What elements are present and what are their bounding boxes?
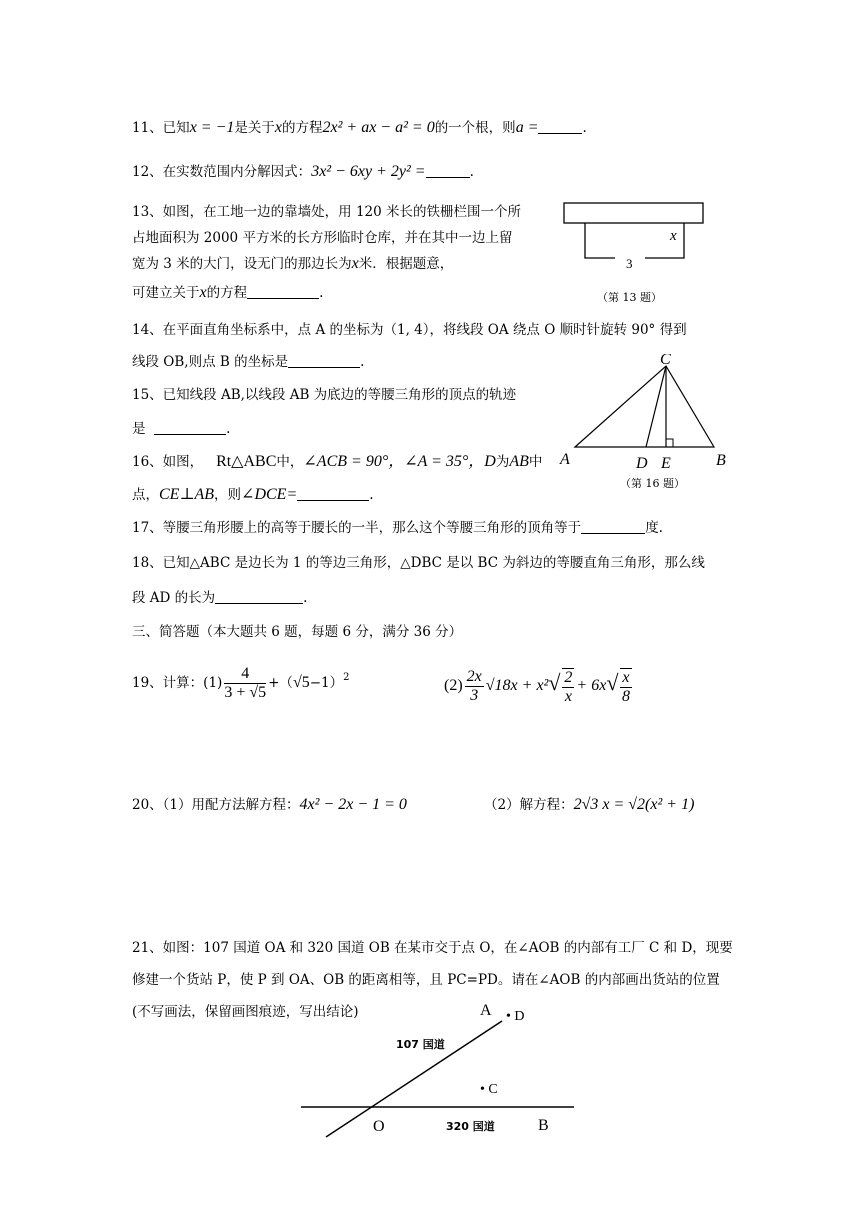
q18-line1: 18、已知△ABC 是边长为 1 的等边三角形，△DBC 是以 BC 为斜边的等腰直角三角形，那么线 [132, 555, 705, 571]
q16-text3: 为 [495, 454, 510, 470]
q16-angle: ∠DCE= [241, 486, 298, 503]
q13-fig-label-3: 3 [626, 256, 633, 271]
q16-triangle: Rt△ABC [216, 453, 277, 470]
q16-label-d: D [636, 455, 648, 472]
q19-fraction1 [224, 665, 266, 702]
q13-wall [564, 203, 703, 223]
q15-period: . [226, 421, 231, 437]
q17-answer-blank[interactable] [581, 519, 645, 534]
q13-text: 宽为 3 米的大门，设无门的那边长为 [132, 256, 352, 272]
q13-text2: 米．根据题意， [358, 256, 454, 272]
q17-text: 17、等腰三角形腰上的高等于腰长的一半，那么这个等腰三角形的顶角等于 [132, 520, 582, 536]
q19-radical-sign2: √ [606, 670, 619, 695]
q16-label-a: A [560, 451, 570, 468]
q21-line2: 修建一个货站 P，使 P 到 OA、OB 的距离相等，且 PC=PD。请在∠AOB 的内部画出货站的位置 [132, 972, 720, 988]
section-3-title: 三、简答题（本大题共 6 题，每题 6 分，满分 36 分） [132, 624, 463, 640]
q19-lead: 19、计算：(1) [132, 675, 223, 691]
q19-f4-den: 8 [621, 687, 630, 705]
q16-text6: ，则 [214, 487, 242, 503]
q18-text: 段 AD 的长为 [132, 590, 216, 606]
q21-label-b: B [538, 1117, 549, 1134]
q18-answer-blank[interactable] [215, 589, 303, 604]
q11-text: 是关于 [234, 120, 275, 136]
q13-caption: （第 13 题） [597, 291, 662, 304]
q16-perp: CE⊥AB [159, 486, 215, 503]
q16-label-c: C [660, 354, 671, 368]
q13-fence-right [645, 223, 684, 258]
q13-line3 [132, 254, 453, 274]
q13-period: . [319, 285, 324, 301]
q21-label-320: 320 国道 [446, 1120, 495, 1133]
q16-text: 16、如图， [132, 454, 204, 470]
q13-figure [560, 200, 710, 310]
q12-expression: 3x² − 6xy + 2y² = [311, 163, 426, 180]
q20-lead2: （2）解方程： [484, 797, 574, 813]
q14-period: . [360, 354, 365, 370]
q16-text4: 中 [528, 454, 543, 470]
q21-figure [290, 995, 590, 1145]
q16-line1 [132, 452, 542, 472]
q20-lead: 20、（1）用配方法解方程： [132, 797, 300, 813]
q19-term2: √18x + x² [485, 677, 549, 694]
q14-line2 [132, 352, 364, 372]
q14-answer-blank[interactable] [288, 353, 360, 368]
q19-paren-open: +（ [268, 675, 293, 691]
q15-text: 是 [132, 421, 146, 437]
q13-answer-blank[interactable] [247, 284, 319, 299]
q12-period: . [469, 164, 474, 180]
q21-label-a: A [480, 1002, 492, 1019]
q19-f2-den: 3 [470, 687, 479, 704]
q19-f1-num: 4 [224, 665, 266, 684]
q11-text3: 的一个根，则 [434, 120, 516, 136]
q16-period: . [369, 487, 374, 503]
q16-right-angle-mark [666, 439, 673, 447]
q11-root: x = −1 [189, 119, 235, 136]
q16-answer-blank[interactable] [297, 486, 369, 501]
q16-label-e: E [661, 455, 671, 472]
q16-line2 [132, 485, 374, 505]
q19-f1-den: 3 + √5 [224, 684, 267, 701]
q13-line2: 占地面积为 2000 平方米的长方形临时仓库，并在其中一边上留 [132, 230, 513, 246]
q19-f3-den: x [564, 687, 572, 705]
question-20-part2 [484, 795, 694, 815]
q16-text5: 点， [132, 487, 159, 503]
q19-paren-close: −1） [309, 675, 344, 691]
q20-equation1: 4x² − 2x − 1 = 0 [299, 796, 407, 813]
q12-lead: 12、在实数范围内分解因式： [132, 164, 312, 180]
question-19 [132, 660, 350, 706]
q13-text4: 的方程 [206, 285, 248, 301]
q20-equation2: 2√3 x = √2(x² + 1) [573, 796, 695, 813]
q19-f2-num: 2x [466, 668, 482, 685]
q16-text2: 中， [276, 454, 304, 470]
q16-segment: AB [509, 453, 529, 470]
q19-f4-num: x [622, 668, 630, 686]
q16-caption: （第 16 题） [620, 477, 685, 488]
q19-radical-sign: √ [548, 670, 561, 695]
q19-lead2: (2) [444, 677, 463, 694]
q16-label-b: B [716, 452, 726, 469]
q13-line1: 13、如图，在工地一边的靠墙处，用 120 米长的铁栅栏围一个所 [132, 204, 522, 220]
q19-fraction2 [465, 668, 484, 705]
q19-fraction4 [620, 668, 631, 706]
question-20 [132, 795, 407, 815]
q19-term3: + 6x [576, 677, 607, 694]
q11-equation: 2x² + ax − a² = 0 [322, 119, 435, 136]
q19-fraction3 [562, 668, 574, 706]
q11-text2: 的方程 [282, 120, 323, 136]
q21-label-o: O [373, 1118, 385, 1135]
q16-figure [558, 354, 738, 488]
q16-angles: ∠ACB = 90°，∠A = 35°，D [303, 453, 496, 470]
q19-sqrt5: √5 [292, 674, 310, 691]
question-19-part2 [444, 660, 634, 709]
q21-label-107: 107 国道 [396, 1038, 445, 1051]
q18-line2 [132, 588, 307, 608]
q16-triangle-abc [575, 366, 714, 447]
q17-line1 [132, 518, 663, 538]
q18-period: . [303, 590, 308, 606]
q19-f3-num: 2 [564, 668, 573, 686]
q21-point-d: • D [506, 1009, 525, 1024]
q15-answer-blank[interactable] [154, 420, 226, 435]
q16-segment-cd [646, 366, 666, 447]
q11-answer-var: a = [515, 119, 539, 136]
q19-square: 2 [343, 672, 350, 683]
q11-var: x [274, 119, 282, 136]
q13-fence-left [585, 223, 615, 258]
q21-point-c: • C [480, 1082, 498, 1097]
q13-fig-label-x: x [670, 228, 677, 244]
q15-line2 [132, 419, 230, 439]
q17-unit: 度. [645, 520, 663, 536]
q13-var: x [351, 255, 359, 272]
q21-line1: 21、如图：107 国道 OA 和 320 国道 OB 在某市交于点 O，在∠AOB 的内部有工厂 C 和 D，现要 [132, 940, 733, 956]
q13-text3: 可建立关于 [132, 285, 200, 301]
q13-line4 [132, 283, 323, 303]
q11-answer-blank[interactable] [538, 119, 582, 134]
q15-line1: 15、已知线段 AB,以线段 AB 为底边的等腰三角形的顶点的轨迹 [132, 387, 517, 403]
q12-answer-blank[interactable] [426, 163, 470, 178]
q11-period: . [582, 120, 587, 136]
q13-var2: x [199, 284, 207, 301]
q11-lead: 11、已知 [132, 120, 190, 136]
question-12 [132, 162, 474, 182]
q21-line3: (不写画法，保留画图痕迹，写出结论) [132, 1004, 359, 1020]
question-11 [132, 118, 587, 138]
q14-text: 线段 OB,则点 B 的坐标是 [132, 354, 289, 370]
q14-line1: 14、在平面直角坐标系中，点 A 的坐标为（1, 4），将线段 OA 绕点 O 顺时针旋转 90° 得到 [132, 322, 687, 338]
